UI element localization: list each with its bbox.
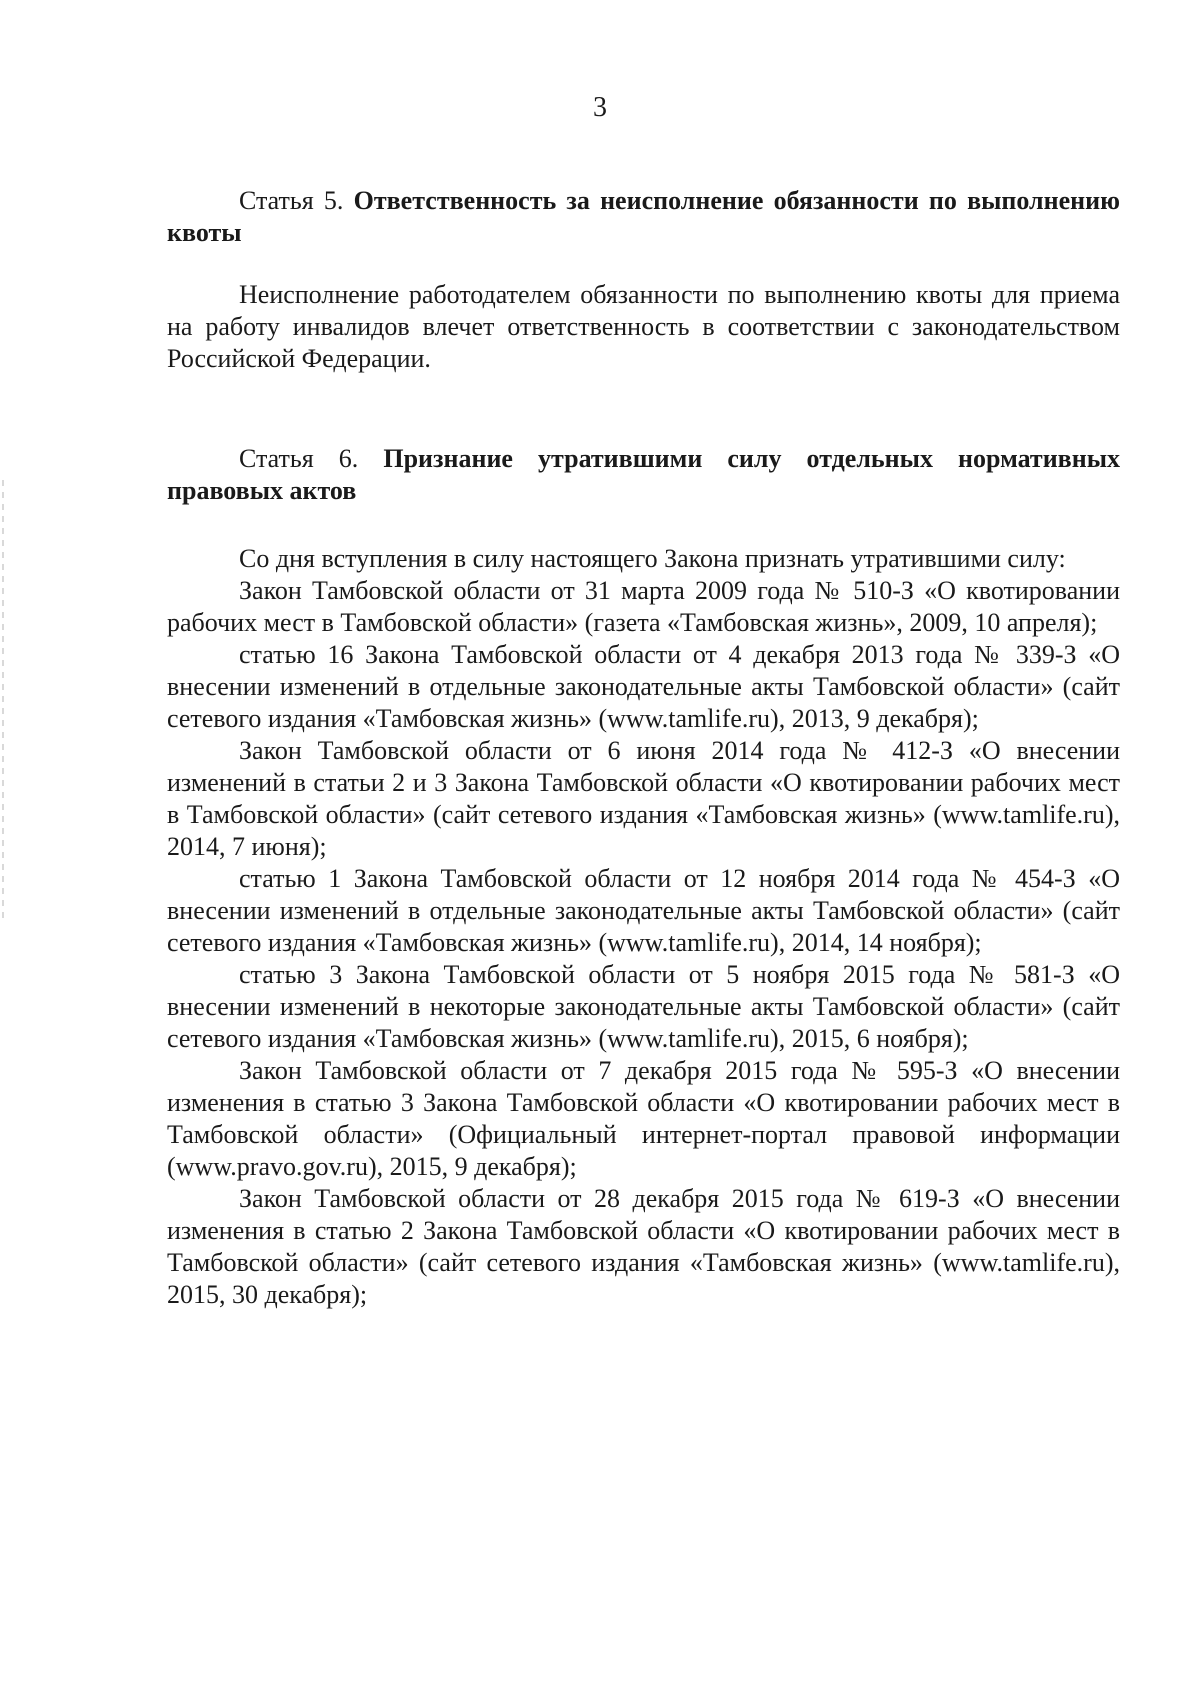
- list-item: статью 16 Закона Тамбовской области от 4 декабря 2013 года № 339-З «О внесении изменений в отдельные законодательные акты Тамбовской области» (сайт сетевого издания «Тамбовская жизнь» (www.tamlife.ru), 2013, 9 декабря);: [167, 640, 1120, 733]
- article-6-intro: Со дня вступления в силу настоящего Закона признать утратившими силу:: [239, 544, 1066, 573]
- article-5-text: Неисполнение работодателем обязанности по выполнению квоты для приема на работу инвалидов влечет ответственность в соответствии с законодательством Российской Федерации.: [167, 280, 1120, 373]
- list-item: Закон Тамбовской области от 28 декабря 2015 года № 619-З «О внесении изменения в статью 2 Закона Тамбовской области «О квотировании рабочих мест в Тамбовской области» (сайт сетевого издания «Тамбовская жизнь» (www.tamlife.ru), 2015, 30 декабря);: [167, 1184, 1120, 1309]
- article-6-title: Признание утратившими силу отдельных нормативных правовых актов: [167, 444, 1121, 505]
- article-5-label: Статья 5.: [239, 186, 344, 215]
- list-item: статью 1 Закона Тамбовской области от 12 ноября 2014 года № 454-З «О внесении изменений в отдельные законодательные акты Тамбовской области» (сайт сетевого издания «Тамбовская жизнь» (www.tamlife.ru), 2014, 14 ноября);: [167, 864, 1120, 957]
- list-item: Закон Тамбовской области от 31 марта 2009 года № 510-З «О квотировании рабочих мест в Тамбовской области» (газета «Тамбовская жизнь», 2009, 10 апреля);: [167, 576, 1120, 637]
- list-item: Закон Тамбовской области от 7 декабря 2015 года № 595-З «О внесении изменения в статью 3 Закона Тамбовской области «О квотировании рабочих мест в Тамбовской области» (Официальный интернет-портал правовой информации (www.pravo.gov.ru), 2015, 9 декабря);: [167, 1056, 1120, 1181]
- article-6-label: Статья 6.: [239, 444, 359, 473]
- scan-margin-mark: [2, 480, 4, 920]
- document-body: [167, 185, 1120, 1311]
- list-item: статью 3 Закона Тамбовской области от 5 ноября 2015 года № 581-З «О внесении изменений в некоторые законодательные акты Тамбовской области» (сайт сетевого издания «Тамбовская жизнь» (www.tamlife.ru), 2015, 6 ноября);: [167, 960, 1120, 1053]
- page-number: 3: [593, 92, 607, 123]
- article-6-heading: [167, 443, 1120, 507]
- article-5-title: Ответственность за неисполнение обязанности по выполнению квоты: [167, 186, 1120, 247]
- article-5-heading: [167, 185, 1120, 249]
- list-item: Закон Тамбовской области от 6 июня 2014 года № 412-З «О внесении изменений в статьи 2 и 3 Закона Тамбовской области «О квотировании рабочих мест в Тамбовской области» (сайт сетевого издания «Тамбовская жизнь» (www.tamlife.ru), 2014, 7 июня);: [167, 736, 1120, 861]
- repealed-acts-list: [167, 575, 1120, 1311]
